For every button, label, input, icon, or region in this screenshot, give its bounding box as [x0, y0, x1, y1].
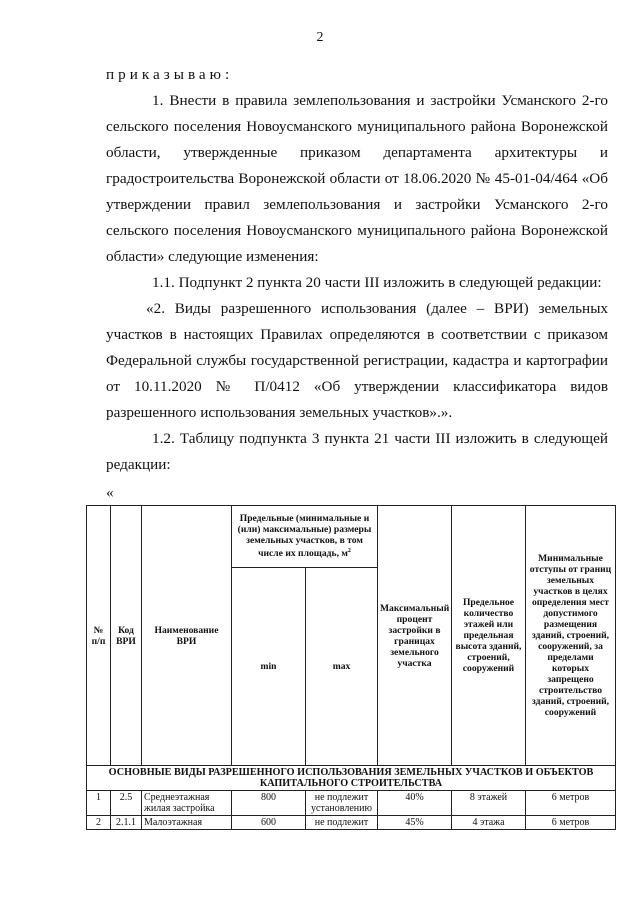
header-code: Код ВРИ [111, 506, 142, 766]
row-code: 2.5 [111, 791, 142, 816]
row-min: 800 [232, 791, 306, 816]
row-setback: 6 метров [526, 816, 616, 830]
row-floors: 8 этажей [452, 791, 526, 816]
row-number: 1 [87, 791, 111, 816]
header-number: № п/п [87, 506, 111, 766]
item-1-2-last-line: редакции: [106, 456, 171, 473]
header-sizes-text: Предельные (минимальные и (или) максимальные) размеры земельных участков, в том числе их площадь, м [237, 513, 372, 560]
quote-2: «2. Виды разрешенного использования (далее – ВРИ) земельных участков в настоящих Правилах определяются в соответствии с приказом Федеральной службы государственной регистрации, кадастра и картографии от 10.11.2020 № П/0412 «Об утверждении классификатора видов [106, 300, 608, 395]
header-floors: Предельное количество этажей или предельная высота зданий, строений, сооружений [452, 506, 526, 766]
item-1-2: 1.2. Таблицу подпункта 3 пункта 21 части III изложить в следующей [152, 430, 608, 447]
item-1-1: 1.1. Подпункт 2 пункта 20 части III изложить в следующей редакции: [152, 274, 602, 291]
row-code: 2.1.1 [111, 816, 142, 830]
header-name: Наименование ВРИ [142, 506, 232, 766]
opening-quote: « [106, 484, 114, 501]
section-heading: ОСНОВНЫЕ ВИДЫ РАЗРЕШЕННОГО ИСПОЛЬЗОВАНИЯ ЗЕМЕЛЬНЫХ УЧАСТКОВ И ОБЪЕКТОВ КАПИТАЛЬНОГО СТРОИТЕЛЬСТВА [87, 766, 616, 791]
row-min: 600 [232, 816, 306, 830]
row-number: 2 [87, 816, 111, 830]
row-name: Среднеэтажная жилая застройка [142, 791, 232, 816]
header-setback: Минимальные отступы от границ земельных участков в целях определения мест допустимого размещения зданий, строений, сооружений, за пределами которых запрещено строительство зданий, строений, сооружений [526, 506, 616, 766]
row-name: Малоэтажная [142, 816, 232, 830]
item-1: 1. Внести в правила землепользования и застройки Усманского 2-го сельского поселения Новоусманского муниципального района Воронежской области, утвержденные приказом департамента архитектуры и градостроительства Воронежской области от 18.06.2020 № 45-01-04/464 «Об утверждении правил землепользования и застройки Усманского 2-го сельского поселения Новоусманского муниципального района Воронежской [106, 92, 608, 239]
row-percent: 40% [378, 791, 452, 816]
row-max: не подлежит [306, 816, 378, 830]
row-max: не подлежит установлению [306, 791, 378, 816]
row-floors: 4 этажа [452, 816, 526, 830]
header-percent: Максимальный процент застройки в границах земельного участка [378, 506, 452, 766]
item-1-last-line: области» следующие изменения: [106, 248, 319, 265]
row-setback: 6 метров [526, 791, 616, 816]
page-number: 2 [316, 30, 324, 45]
table-row [87, 816, 616, 830]
header-sizes-sup: 2 [347, 548, 351, 555]
order-word: приказываю: [106, 66, 234, 83]
header-sizes [232, 506, 378, 568]
header-min: min [232, 568, 306, 766]
row-percent: 45% [378, 816, 452, 830]
header-max: max [306, 568, 378, 766]
quote-2-last-line: разрешенного использования земельных участков».». [106, 404, 453, 421]
land-use-table [86, 505, 616, 830]
table-row [87, 791, 616, 816]
